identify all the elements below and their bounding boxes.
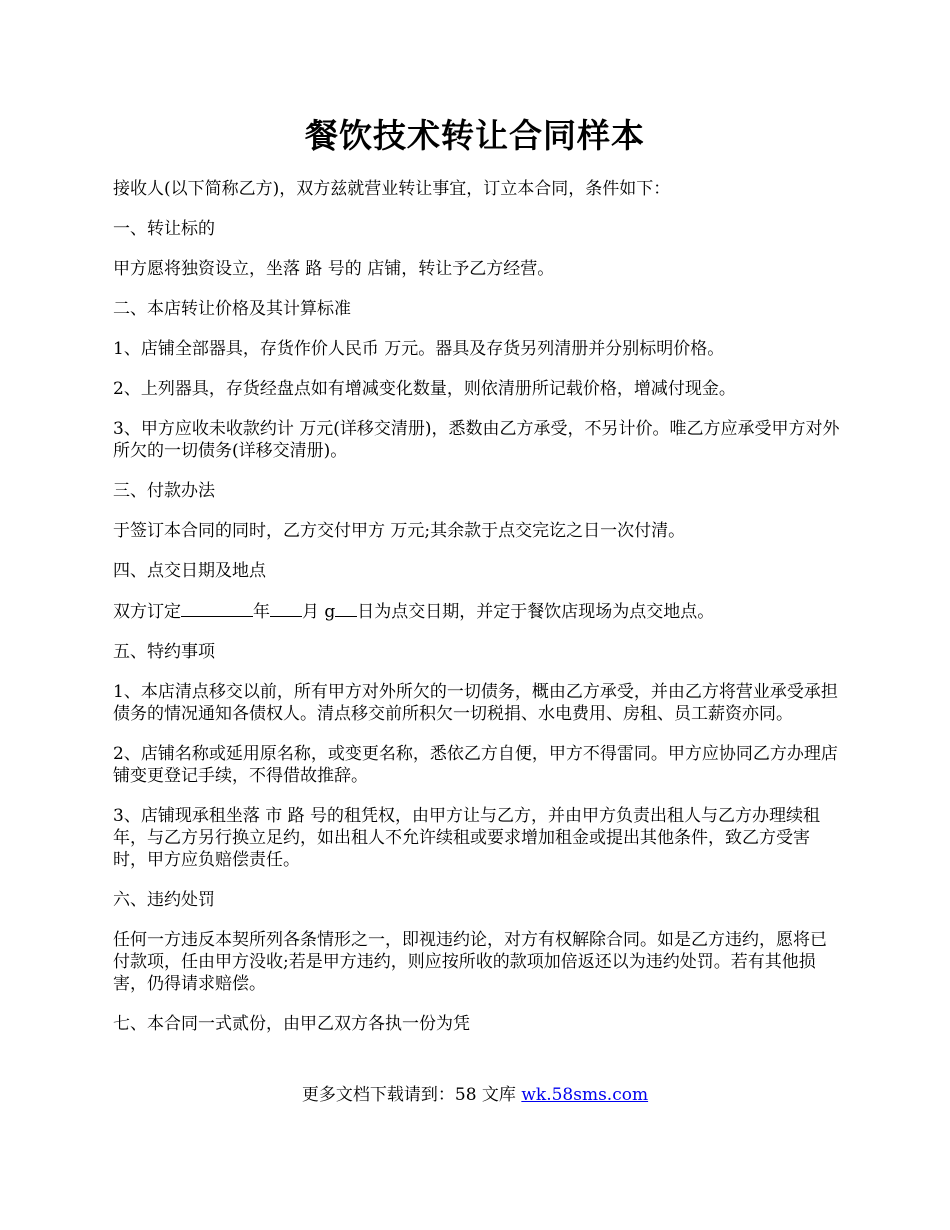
section-6-heading: 六、违约处罚 [113, 890, 215, 910]
section-4-paragraph [113, 600, 843, 623]
section-3-heading: 三、付款办法 [113, 481, 215, 501]
day-blank [335, 600, 357, 617]
month-label: 月 g [302, 602, 336, 622]
footer-link[interactable]: wk.58sms.com [521, 1085, 649, 1105]
page-footer [0, 1084, 950, 1106]
section-5-item-3: 3、店铺现承租坐落 市 路 号的租凭权，由甲方让与乙方，并由甲方负责出租人与乙方办理续租年，与乙方另行换立足约，如出租人不允许续租或要求增加租金或提出其他条件，致乙方受害时，甲方应负赔偿责任。 [113, 806, 821, 870]
section-2-item-1: 1、店铺全部器具，存货作价人民币 万元。器具及存货另列清册并分别标明价格。 [113, 339, 725, 359]
section-1-heading: 一、转让标的 [113, 219, 215, 239]
document-title: 餐饮技术转让合同样本 [305, 116, 645, 155]
month-blank [270, 600, 302, 617]
document-body [113, 178, 843, 1053]
section-2-item-3: 3、甲方应收未收款约计 万元(详移交清册)，悉数由乙方承受，不另计价。唯乙方应承受甲方对外所欠的一切债务(详移交清册)。 [113, 419, 840, 461]
section-4-heading: 四、点交日期及地点 [113, 561, 266, 581]
section-3-paragraph: 于签订本合同的同时，乙方交付甲方 万元;其余款于点交完讫之日一次付清。 [113, 521, 686, 541]
section-6-paragraph: 任何一方违反本契所列各条情形之一，即视违约论，对方有权解除合同。如是乙方违约，愿将已付款项，任由甲方没收;若是甲方违约，则应按所收的款项加倍返还以为违约处罚。若有其他损害，仍得请求赔偿。 [113, 930, 827, 994]
section-1-paragraph: 甲方愿将独资设立，坐落 路 号的 店铺，转让予乙方经营。 [113, 259, 555, 279]
section-2-item-2: 2、上列器具，存货经盘点如有增减变化数量，则依清册所记载价格，增减付现金。 [113, 379, 736, 399]
footer-text: 更多文档下载请到：58 文库 [301, 1085, 522, 1105]
year-blank [181, 600, 253, 617]
section-5-heading: 五、特约事项 [113, 642, 215, 662]
section-7-heading: 七、本合同一式贰份，由甲乙双方各执一份为凭 [113, 1014, 470, 1034]
section-5-item-1: 1、本店清点移交以前，所有甲方对外所欠的一切债务，概由乙方承受，并由乙方将营业承受承担债务的情况通知各债权人。清点移交前所积欠一切税捐、水电费用、房租、员工薪资亦同。 [113, 682, 838, 724]
year-label: 年 [253, 602, 270, 622]
date-suffix: 日为点交日期，并定于餐饮店现场为点交地点。 [357, 602, 715, 622]
section-2-heading: 二、本店转让价格及其计算标准 [113, 299, 351, 319]
date-prefix: 双方订定 [113, 602, 181, 622]
intro-paragraph: 接收人(以下简称乙方)，双方兹就营业转让事宜，订立本合同，条件如下： [113, 179, 671, 199]
section-5-item-2: 2、店铺名称或延用原名称，或变更名称，悉依乙方自便，甲方不得雷同。甲方应协同乙方办理店铺变更登记手续，不得借故推辞。 [113, 744, 838, 786]
